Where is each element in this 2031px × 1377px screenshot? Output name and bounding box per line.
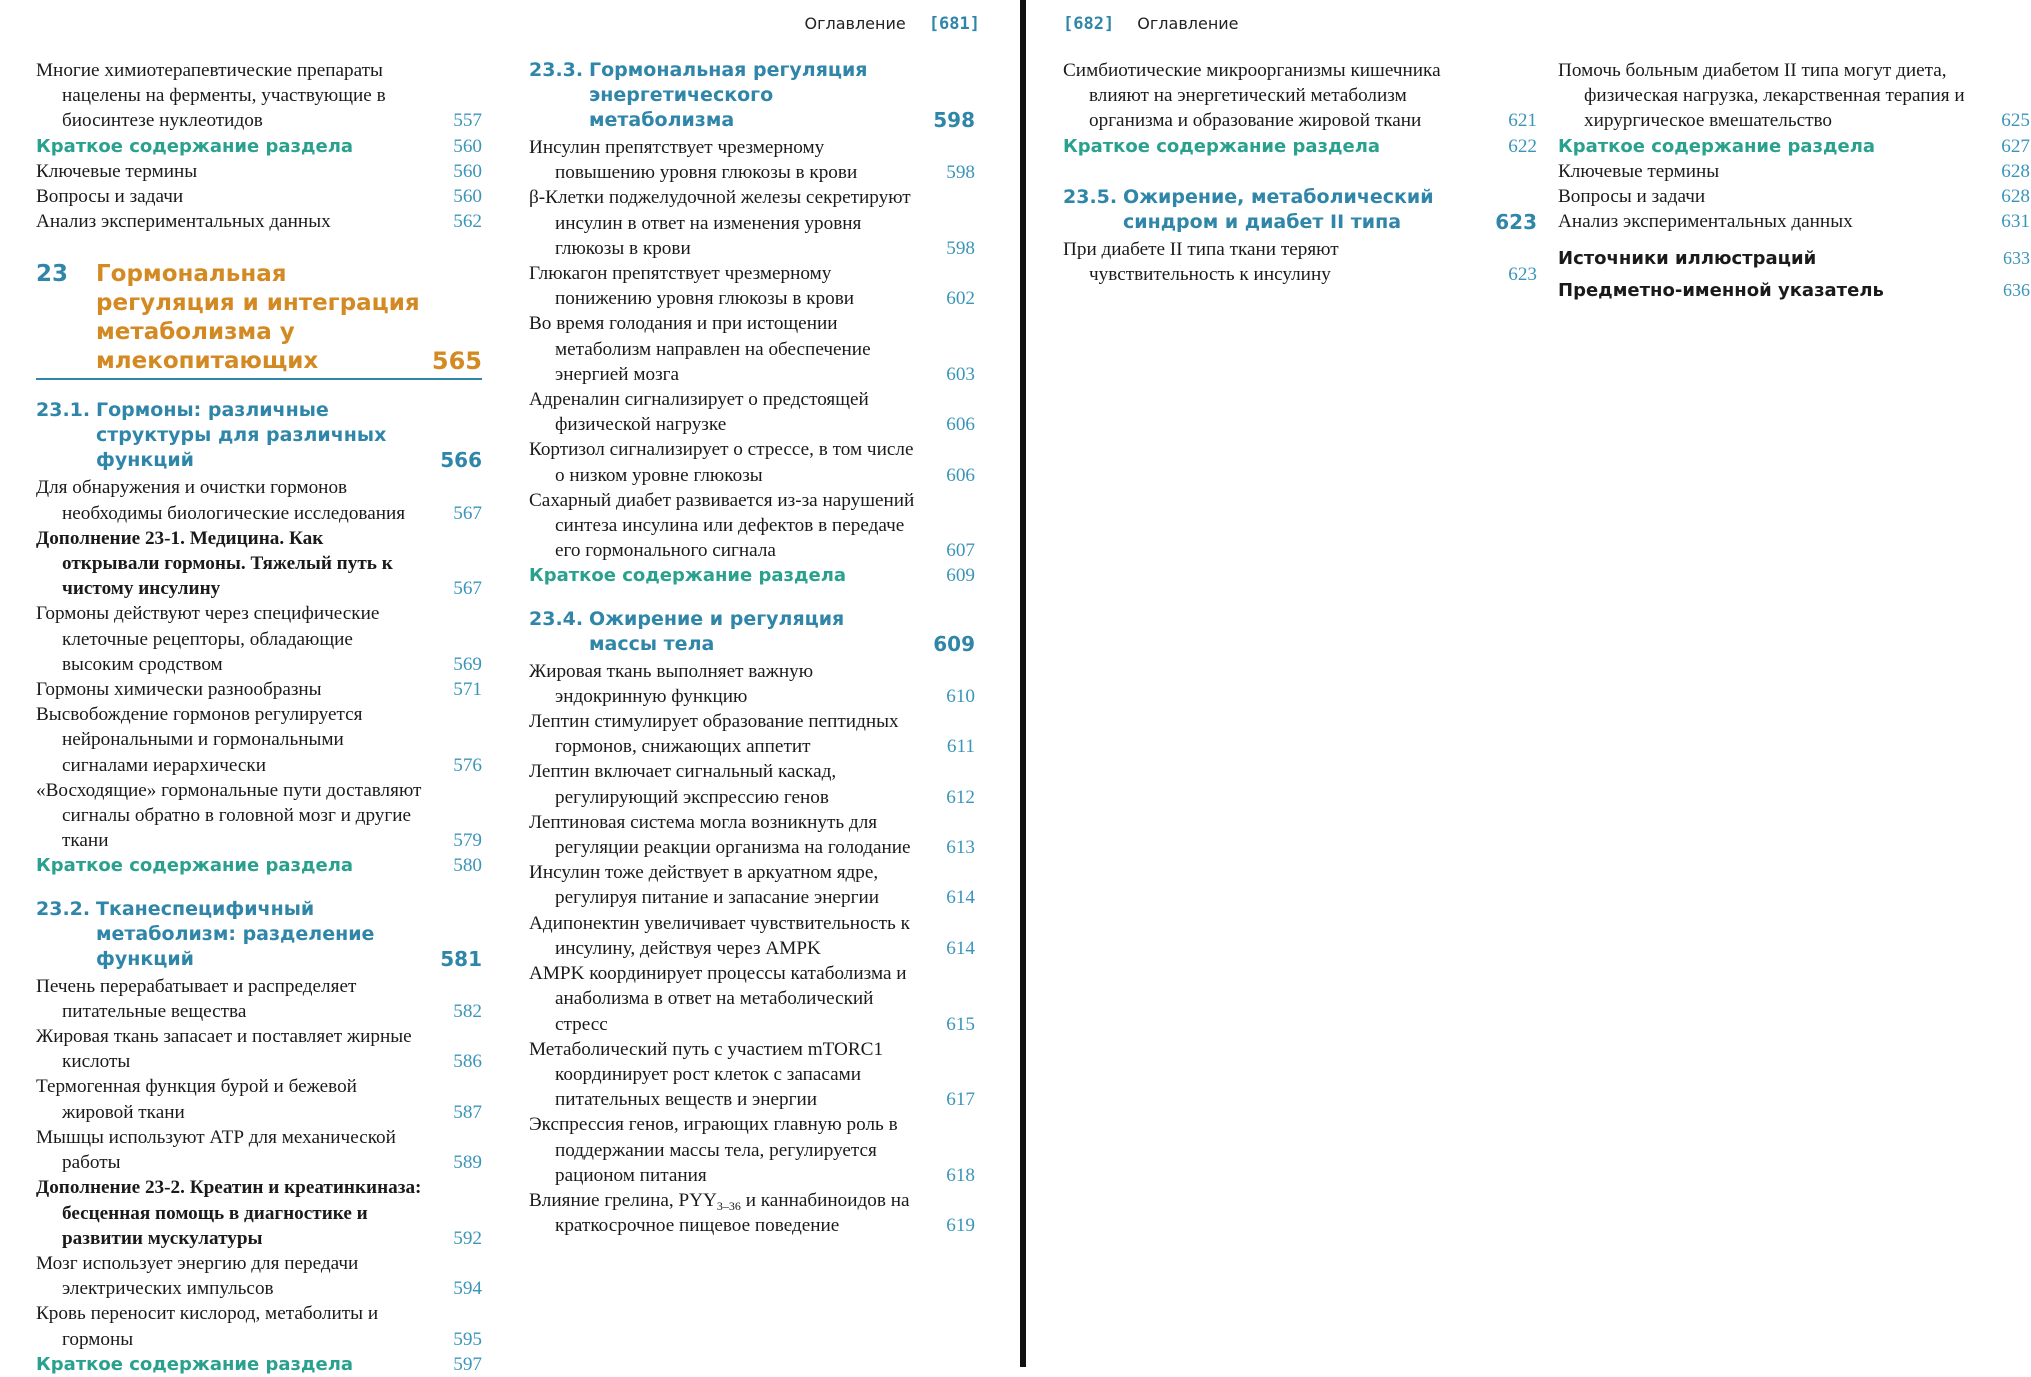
toc-entry[interactable]: Адреналин сигнализирует о предстоящей физической нагрузке 606 bbox=[529, 387, 975, 437]
page-number: 562 bbox=[453, 211, 482, 233]
toc-entry-summary[interactable]: Краткое содержание раздела 580 bbox=[36, 853, 482, 878]
toc-entry[interactable]: Ключевые термины 560 bbox=[36, 159, 482, 184]
toc-column-4 bbox=[1558, 58, 2030, 303]
section-heading-23-4[interactable]: 23.4. Ожирение и регуляция массы тела 609 bbox=[529, 607, 975, 656]
page-number: 613 bbox=[946, 837, 975, 859]
running-head-left bbox=[804, 14, 980, 34]
page-number: 560 bbox=[453, 135, 482, 157]
page-number: 612 bbox=[946, 786, 975, 808]
page-number: 614 bbox=[946, 937, 975, 959]
toc-entry-index[interactable]: Предметно-именной указатель 636 bbox=[1558, 278, 2030, 303]
toc-entry-illustration-sources[interactable]: Источники иллюстраций 633 bbox=[1558, 246, 2030, 271]
toc-entry[interactable]: Вопросы и задачи 628 bbox=[1558, 184, 2030, 209]
section-heading-23-5[interactable]: 23.5. Ожирение, метаболический синдром и диабет II типа 623 bbox=[1063, 185, 1537, 234]
toc-entry[interactable]: Лептин стимулирует образование пептидных гормонов, снижающих аппетит 611 bbox=[529, 709, 975, 759]
running-head-page-number: [681] bbox=[928, 14, 980, 34]
toc-entry-summary[interactable]: Краткое содержание раздела 560 bbox=[36, 134, 482, 159]
page-number: 569 bbox=[453, 653, 482, 675]
toc-column-2 bbox=[529, 58, 975, 1238]
page-number: 609 bbox=[946, 565, 975, 587]
toc-entry[interactable]: Кровь переносит кислород, метаболиты и гормоны 595 bbox=[36, 1301, 482, 1351]
page-number: 579 bbox=[453, 830, 482, 852]
toc-entry[interactable]: При диабете II типа ткани теряют чувствительность к инсулину 623 bbox=[1063, 237, 1537, 287]
toc-entry[interactable]: Термогенная функция бурой и бежевой жировой ткани 587 bbox=[36, 1074, 482, 1124]
toc-entry[interactable]: Для обнаружения и очистки гормонов необходимы биологические исследования 567 bbox=[36, 475, 482, 525]
page-number: 617 bbox=[946, 1089, 975, 1111]
toc-entry[interactable]: Лептиновая система могла возникнуть для регуляции реакции организма на голодание 613 bbox=[529, 810, 975, 860]
toc-entry-box[interactable]: Дополнение 23-2. Креатин и креатинкиназа: бесценная помощь в диагностике и развитии мускулатуры 592 bbox=[36, 1175, 482, 1251]
toc-entry[interactable]: Гормоны химически разнообразны 571 bbox=[36, 677, 482, 702]
page-number: 628 bbox=[2001, 160, 2030, 182]
toc-entry[interactable]: Кортизол сигнализирует о стрессе, в том числе о низком уровне глюкозы 606 bbox=[529, 437, 975, 487]
chapter-number: 23 bbox=[36, 261, 69, 288]
page-divider bbox=[1020, 0, 1026, 1367]
page-number: 567 bbox=[453, 578, 482, 600]
page-number: 623 bbox=[1508, 264, 1537, 286]
page-number: 621 bbox=[1508, 110, 1537, 132]
page-number: 619 bbox=[946, 1215, 975, 1237]
page-number: 633 bbox=[2003, 248, 2030, 269]
right-page bbox=[1027, 0, 2031, 1367]
running-head-page-number: [682] bbox=[1063, 14, 1115, 34]
page-number: 614 bbox=[946, 887, 975, 909]
page-number: 623 bbox=[1495, 209, 1537, 234]
toc-entry-summary[interactable]: Краткое содержание раздела 597 bbox=[36, 1352, 482, 1377]
page-number: 622 bbox=[1508, 135, 1537, 157]
page-number: 595 bbox=[453, 1328, 482, 1350]
toc-entry[interactable]: Метаболический путь с участием mTORC1 координирует рост клеток с запасами питательных веществ и энергии 617 bbox=[529, 1037, 975, 1113]
toc-entry[interactable]: Симбиотические микроорганизмы кишечника влияют на энергетический метаболизм организма и образование жировой ткани 621 bbox=[1063, 58, 1537, 134]
page-number: 603 bbox=[946, 363, 975, 385]
page-number: 576 bbox=[453, 754, 482, 776]
page-number: 602 bbox=[946, 288, 975, 310]
page-number: 567 bbox=[453, 502, 482, 524]
toc-entry-summary[interactable]: Краткое содержание раздела 627 bbox=[1558, 134, 2030, 159]
toc-entry[interactable]: Анализ экспериментальных данных 562 bbox=[36, 209, 482, 234]
toc-entry[interactable]: Ключевые термины 628 bbox=[1558, 159, 2030, 184]
page-number: 594 bbox=[453, 1278, 482, 1300]
toc-entry-summary[interactable]: Краткое содержание раздела 609 bbox=[529, 563, 975, 588]
page-number: 560 bbox=[453, 186, 482, 208]
page-number: 610 bbox=[946, 685, 975, 707]
page-number: 587 bbox=[453, 1101, 482, 1123]
chapter-page-number: 565 bbox=[431, 347, 482, 376]
toc-entry-summary[interactable]: Краткое содержание раздела 622 bbox=[1063, 134, 1537, 159]
running-head-title: Оглавление bbox=[1137, 14, 1239, 33]
toc-entry-box[interactable]: Дополнение 23-1. Медицина. Как открывали гормоны. Тяжелый путь к чистому инсулину 567 bbox=[36, 526, 482, 602]
page-number: 557 bbox=[453, 110, 482, 132]
page-number: 580 bbox=[453, 855, 482, 877]
page-number: 598 bbox=[946, 237, 975, 259]
page-number: 615 bbox=[946, 1013, 975, 1035]
page-number: 597 bbox=[453, 1353, 482, 1375]
page-number: 560 bbox=[453, 160, 482, 182]
page-number: 611 bbox=[946, 736, 975, 758]
toc-entry[interactable]: Высвобождение гормонов регулируется нейрональными и гормональными сигналами иерархически 576 bbox=[36, 702, 482, 778]
toc-column-1 bbox=[36, 58, 482, 1377]
toc-entry[interactable]: «Восходящие» гормональные пути доставляют сигналы обратно в головной мозг и другие ткани 579 bbox=[36, 778, 482, 854]
page-number: 627 bbox=[2001, 135, 2030, 157]
toc-entry[interactable]: AMPK координирует процессы катаболизма и анаболизма в ответ на метаболический стресс 615 bbox=[529, 961, 975, 1037]
page-number: 586 bbox=[453, 1051, 482, 1073]
toc-entry[interactable]: Адипонектин увеличивает чувствительность к инсулину, действуя через AMPK 614 bbox=[529, 911, 975, 961]
page-number: 571 bbox=[453, 679, 482, 701]
toc-entry[interactable]: Глюкагон препятствует чрезмерному понижению уровня глюкозы в крови 602 bbox=[529, 261, 975, 311]
section-heading-23-1[interactable]: 23.1. Гормоны: различные структуры для различных функций 566 bbox=[36, 399, 482, 473]
page-number: 581 bbox=[440, 946, 482, 971]
page-number: 631 bbox=[2001, 211, 2030, 233]
toc-entry[interactable]: Печень перерабатывает и распределяет питательные вещества 582 bbox=[36, 974, 482, 1024]
page-number: 582 bbox=[453, 1000, 482, 1022]
toc-entry[interactable]: Экспрессия генов, играющих главную роль в поддержании массы тела, регулируется рационом питания 618 bbox=[529, 1112, 975, 1188]
page-number: 566 bbox=[440, 448, 482, 473]
toc-entry[interactable]: Анализ экспериментальных данных 631 bbox=[1558, 209, 2030, 234]
toc-entry[interactable]: Мозг использует энергию для передачи электрических импульсов 594 bbox=[36, 1251, 482, 1301]
page-number: 628 bbox=[2001, 186, 2030, 208]
toc-entry[interactable]: Влияние грелина, $PYY_{3-36}$ и каннабиноидов на краткосрочное пищевое поведение 619 bbox=[529, 1188, 975, 1238]
page-number: 598 bbox=[933, 108, 975, 132]
toc-entry[interactable]: Сахарный диабет развивается из-за нарушений синтеза инсулина или дефектов в передаче его гормонального сигнала 607 bbox=[529, 488, 975, 564]
page-number: 589 bbox=[453, 1152, 482, 1174]
page-number: 607 bbox=[946, 540, 975, 562]
chapter-title: Гормональная регуляция и интеграция метаболизма у млекопитающих bbox=[96, 261, 420, 375]
section-heading-23-3[interactable]: 23.3. Гормональная регуляция энергетического метаболизма 598 bbox=[529, 59, 975, 132]
toc-entry[interactable]: β-Клетки поджелудочной железы секретируют инсулин в ответ на изменения уровня глюкозы в крови 598 bbox=[529, 185, 975, 261]
toc-entry[interactable]: Лептин включает сигнальный каскад, регулирующий экспрессию генов 612 bbox=[529, 759, 975, 809]
page-number: 618 bbox=[946, 1164, 975, 1186]
toc-entry[interactable]: Инсулин тоже действует в аркуатном ядре, регулируя питание и запасание энергии 614 bbox=[529, 860, 975, 910]
toc-entry[interactable]: Инсулин препятствует чрезмерному повышению уровня глюкозы в крови 598 bbox=[529, 135, 975, 185]
toc-entry[interactable]: Жировая ткань запасает и поставляет жирные кислоты 586 bbox=[36, 1024, 482, 1074]
toc-entry[interactable]: Во время голодания и при истощении метаболизм направлен на обеспечение энергией мозга 603 bbox=[529, 311, 975, 387]
page-number: 592 bbox=[453, 1227, 482, 1249]
page-number: 606 bbox=[946, 414, 975, 436]
page-number: 636 bbox=[2003, 279, 2030, 300]
page-number: 598 bbox=[946, 162, 975, 184]
toc-entry[interactable]: Помочь больным диабетом II типа могут диета, физическая нагрузка, лекарственная терапия и хирургическое вмешательство 625 bbox=[1558, 58, 2030, 134]
toc-entry[interactable]: Вопросы и задачи 560 bbox=[36, 184, 482, 209]
chapter-heading[interactable] bbox=[36, 260, 482, 380]
section-heading-23-2[interactable]: 23.2. Тканеспецифичный метаболизм: разделение функций 581 bbox=[36, 897, 482, 971]
page-number: 609 bbox=[933, 631, 975, 656]
page-number: 606 bbox=[946, 464, 975, 486]
toc-entry[interactable]: Многие химиотерапевтические препараты нацелены на ферменты, участвующие в биосинтезе нуклеотидов 557 bbox=[36, 58, 482, 134]
running-head-title: Оглавление bbox=[804, 14, 906, 33]
spacer bbox=[1558, 234, 2030, 246]
running-head-right bbox=[1063, 14, 1239, 34]
toc-entry[interactable]: Гормоны действуют через специфические клеточные рецепторы, обладающие высоким сродством 569 bbox=[36, 601, 482, 677]
toc-entry[interactable]: Жировая ткань выполняет важную эндокринную функцию 610 bbox=[529, 659, 975, 709]
page-number: 625 bbox=[2001, 110, 2030, 132]
toc-column-3 bbox=[1063, 58, 1537, 287]
toc-entry[interactable]: Мышцы используют АТР для механической работы 589 bbox=[36, 1125, 482, 1175]
